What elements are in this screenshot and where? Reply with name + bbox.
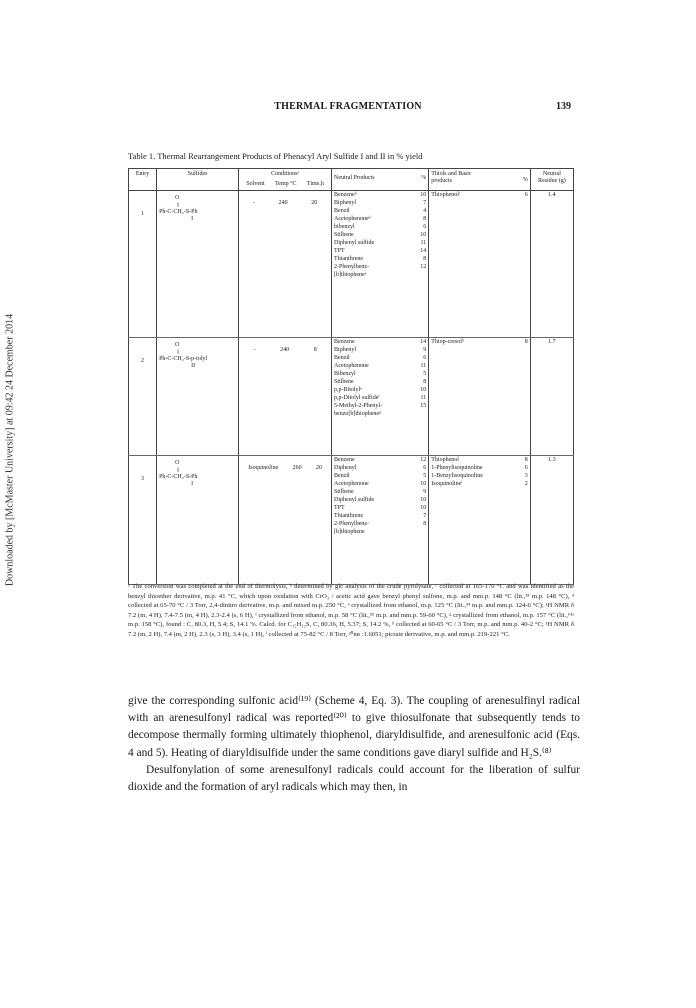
time-value: 8 xyxy=(313,347,317,354)
neutral-products-cell xyxy=(332,191,429,338)
neutral-product-name: 2-Phenylbenz- xyxy=(334,521,370,528)
entry-number xyxy=(129,191,157,338)
table-row xyxy=(129,191,574,338)
thiol-product xyxy=(431,192,528,200)
neutral-product-name: Thianthrene xyxy=(334,256,364,263)
sulfide-structure xyxy=(157,456,239,585)
neutral-product xyxy=(334,465,426,473)
solvent-value: Isoquinoline xyxy=(248,465,279,472)
neutral-product-yield: 11 xyxy=(420,395,427,402)
thiols-cell xyxy=(429,191,531,338)
compound-label: I xyxy=(191,215,194,222)
thiol-product-name: Thiophenol xyxy=(431,457,459,464)
neutral-residue-cell xyxy=(530,191,573,338)
table-footnotes xyxy=(128,582,574,640)
neutral-product xyxy=(334,457,426,465)
neutral-product-name: Benzeneᵇ xyxy=(334,192,357,199)
download-watermark-text: Downloaded by [McMaster University] at 09:42 24 December 2014 xyxy=(4,313,16,587)
entry-number xyxy=(129,338,157,456)
double-bond-mark: ‖ xyxy=(177,349,179,356)
neutral-product xyxy=(334,216,426,224)
neutral-product-name: Benzene xyxy=(334,457,355,464)
neutral-product-name: Stilbene xyxy=(334,489,354,496)
neutral-product-name: Biphenyl xyxy=(334,347,357,354)
table-body xyxy=(129,191,574,585)
neutral-product-yield: 10 xyxy=(420,505,427,512)
header-temp: Temp °C xyxy=(275,181,297,188)
neutral-product-name: Diphenyl sulfide xyxy=(334,497,375,504)
neutral-product-yield: 6 xyxy=(423,224,427,231)
neutral-product-yield: 9 xyxy=(423,489,427,496)
neutral-products-cell xyxy=(332,456,429,585)
neutral-product-name: [b]thiophene xyxy=(334,529,365,536)
body-text xyxy=(128,693,580,796)
neutral-product xyxy=(334,363,426,371)
neutral-product-yield: 8 xyxy=(423,521,427,528)
neutral-product-name: Biphenyl xyxy=(334,200,357,207)
thiols-cell xyxy=(429,338,531,456)
header-neutral-products-label: Neutral Products xyxy=(334,175,375,181)
neutral-product xyxy=(334,192,426,200)
neutral-product-yield: 4 xyxy=(423,208,427,215)
temp-value: 260 xyxy=(292,465,302,472)
header-neutral-residue xyxy=(530,169,573,191)
neutral-product-yield: 10 xyxy=(420,481,427,488)
double-bond-mark: ‖ xyxy=(177,467,179,474)
neutral-product-yield: 11 xyxy=(420,240,427,247)
neutral-product-yield: 10 xyxy=(420,192,427,199)
conditions-subheaders xyxy=(241,181,329,188)
neutral-product-name: Acetophenone xyxy=(334,363,369,370)
neutral-product-name: TPT xyxy=(334,505,345,512)
neutral-product-name: Benzil xyxy=(334,208,350,215)
neutral-residue-value: 1.4 xyxy=(548,192,556,199)
neutral-products-cell xyxy=(332,338,429,456)
neutral-product-yield: 10 xyxy=(420,387,427,394)
neutral-product-name: Benzil xyxy=(334,355,350,362)
neutral-product-name: Stilbene xyxy=(334,379,354,386)
header-thiols xyxy=(429,169,531,191)
table-header-row xyxy=(129,169,574,191)
neutral-product xyxy=(334,200,426,208)
header-conditions xyxy=(239,169,332,191)
neutral-product-yield: 14 xyxy=(420,248,427,255)
sulfide-formula: Ph-C-CH₂-S-Ph xyxy=(159,208,198,215)
sulfide-structure xyxy=(157,338,239,456)
carbonyl-oxygen: O xyxy=(175,342,180,349)
neutral-product xyxy=(334,224,426,232)
neutral-residue-cell xyxy=(530,338,573,456)
neutral-product xyxy=(334,521,426,529)
neutral-product-name: benzo[b]thiopheneᵍ xyxy=(334,411,381,418)
header-conditions-label: Conditionsᵃ xyxy=(271,171,300,177)
time-value: 20 xyxy=(311,200,318,207)
neutral-product-yield: 9 xyxy=(423,347,427,354)
header-neutral-products xyxy=(332,169,429,191)
thiol-product-name: Thiophenolᶜ xyxy=(431,192,461,199)
neutral-product-name: Diphenyl xyxy=(334,465,357,472)
neutral-product xyxy=(334,355,426,363)
neutral-product xyxy=(334,473,426,481)
neutral-product xyxy=(334,481,426,489)
neutral-product-name: Acetophenone xyxy=(334,481,369,488)
neutral-product-yield: 14 xyxy=(420,339,427,346)
neutral-product xyxy=(334,208,426,216)
conditions-cell xyxy=(239,338,332,456)
neutral-product-name: Thianthrene xyxy=(334,513,364,520)
solvent-value: - xyxy=(252,200,255,207)
thiol-product-yield: 8 xyxy=(524,457,528,464)
thiol-product xyxy=(431,465,528,473)
header-neutral-pct: % xyxy=(421,175,427,181)
table-row xyxy=(129,338,574,456)
compound-label: II xyxy=(191,362,196,369)
header-neutral-residue-label: Neutral Residue (g) xyxy=(537,171,566,185)
compound-label: I xyxy=(191,480,194,487)
neutral-product-yield: 8 xyxy=(423,379,427,386)
neutral-product-yield: 6 xyxy=(423,355,427,362)
thiol-product-name: 1-Phenylisoquinoline xyxy=(431,465,483,472)
neutral-product xyxy=(334,371,426,379)
download-watermark xyxy=(2,170,18,730)
thiol-product-yield: 3 xyxy=(524,473,528,480)
sulfide-structure xyxy=(157,191,239,338)
neutral-product xyxy=(334,240,426,248)
header-sulfides-label: Sulfides xyxy=(187,171,208,177)
header-thiols-pct: % xyxy=(522,177,528,183)
thiol-product-yield: 6 xyxy=(524,192,528,199)
table-row xyxy=(129,456,574,585)
neutral-product-yield: 10 xyxy=(420,232,427,239)
neutral-product-name: 2-Phenylbenz- xyxy=(334,264,370,271)
neutral-product xyxy=(334,403,426,411)
thiol-product xyxy=(431,339,528,347)
neutral-product-name: Stilbene xyxy=(334,232,354,239)
neutral-product-name: TPT xyxy=(334,248,345,255)
header-thiols-label: Thiols and Basic products xyxy=(431,171,472,185)
neutral-residue-value: 1.3 xyxy=(548,457,556,464)
sulfide-formula: Ph-C-CH₂-S-Ph xyxy=(159,473,198,480)
thiol-product xyxy=(431,481,528,489)
neutral-product xyxy=(334,379,426,387)
neutral-product-name: bibenzyl xyxy=(334,224,355,231)
neutral-product xyxy=(334,529,426,537)
thiol-product xyxy=(431,457,528,465)
neutral-product-yield: 8 xyxy=(423,216,427,223)
neutral-product-yield: 11 xyxy=(420,363,427,370)
neutral-product xyxy=(334,248,426,256)
neutral-product-yield: 12 xyxy=(420,457,427,464)
neutral-product xyxy=(334,497,426,505)
neutral-product xyxy=(334,505,426,513)
neutral-product xyxy=(334,513,426,521)
entry-number-text: 2 xyxy=(141,358,145,365)
temp-value: 240 xyxy=(278,200,288,207)
neutral-product-yield: 15 xyxy=(420,403,427,410)
neutral-product xyxy=(334,272,426,280)
neutral-residue-cell xyxy=(530,456,573,585)
footnotes-text: ᵃ The conversion was completed at the end of thermolysis, ᵇ determined by glc analysis of the crude pyrolysate, ᶜ collected at 165-170 °C and was identified as the benzyl thioether derivative, m.p. 41 °C, which upon oxidation with CrO₃ / acetic acid gave benzyl phenyl sulfone, m.p. and mm.p. 148 °C (lit.,³³ m.p. 148 °C), ᵈ collected at 65-70 °C / 3 Torr, 2,4-dinitro derivative, m.p. and mixed m.p. 250 °C, ᵉ crystallized from ethanol, m.p. 125 °C (lit.,³⁴ m.p. and mm.p. 124-6 °C); ¹H NMR δ 7.2 (m, 4 H), 7.4-7.5 (m, 4 H), 2.3-2.4 (s, 6 H), ᶠ crystallized from ethanol, m.p. 58 °C (lit.,³⁵ m.p. and mm.p. 59-60 °C), ᵍ crystallized from ethanol, m.p. 157 °C (lit.,¹⁴ᵃ m.p. 158 °C), found : C, 80.3, H, 5.4; S, 14.1 %. Calcd. for C₁₅H₁₂S, C, 80.36, H, 5.37; S, 14.2 %, ʰ collected at 60-65 °C / 3 Torr, m.p. and mm.p. 40-2 °C; ¹H NMR δ 7.2 (m, 2 H), 7.4 (m, 2 H), 2.3 (s, 3 H), 3.4 (s, 1 H), ⁱ collected at 75-82 °C / 8 Torr, ²⁰nᴅ :1.6051; picrate derivative, m.p. and mm.p. 219-221 °C. xyxy=(128,583,574,638)
neutral-product-name: Bibenzyl xyxy=(334,371,356,378)
page-number: 139 xyxy=(556,101,571,112)
header-solvent: Solvent xyxy=(246,181,265,188)
temp-value: 240 xyxy=(280,347,290,354)
neutral-product-yield: 5 xyxy=(423,473,427,480)
neutral-product-yield: 8 xyxy=(423,256,427,263)
carbonyl-oxygen: O xyxy=(175,460,180,467)
header-entry-label: Entry xyxy=(135,171,150,177)
thiol-product-name: Isoquinolineⁱ xyxy=(431,481,463,488)
entry-number-text: 1 xyxy=(141,211,145,218)
neutral-product-name: 5-Methyl-2-Phenyl- xyxy=(334,403,383,410)
double-bond-mark: ‖ xyxy=(177,202,179,209)
sulfide-formula: Ph-C-CH₂-S-p-tolyl xyxy=(159,355,208,362)
header-time: Time,h xyxy=(306,181,324,188)
body-paragraph-2: Desulfonylation of some arenesulfonyl radicals could account for the liberation of sulfur dioxide and the formation of aryl radicals which may then, in xyxy=(128,763,580,794)
neutral-product xyxy=(334,395,426,403)
thiol-product-yield: 8 xyxy=(524,339,528,346)
neutral-product-name: [b]thiopheneᵉ xyxy=(334,272,367,279)
neutral-product-yield: 7 xyxy=(423,200,427,207)
products-table xyxy=(128,168,574,585)
neutral-product-yield: 12 xyxy=(420,264,427,271)
entry-number-text: 3 xyxy=(141,476,145,483)
conditions-cell xyxy=(239,456,332,585)
running-title: THERMAL FRAGMENTATION xyxy=(274,101,422,112)
neutral-product xyxy=(334,339,426,347)
neutral-product-name: Benzil xyxy=(334,473,350,480)
entry-number xyxy=(129,456,157,585)
neutral-product-yield: 6 xyxy=(423,465,427,472)
neutral-product xyxy=(334,264,426,272)
conditions-cell xyxy=(239,191,332,338)
neutral-product-name: Acetophenoneᵈ xyxy=(334,216,371,223)
neutral-product-yield: 7 xyxy=(423,513,427,520)
thiol-product-name: 1-Benzylisoquinoline xyxy=(431,473,483,480)
table-caption: Table 1. Thermal Rearrangement Products of Phenacyl Aryl Sulfide I and II in % yield xyxy=(128,151,423,161)
thiols-cell xyxy=(429,456,531,585)
thiol-product-name: Thiop-cresolʰ xyxy=(431,339,464,346)
neutral-product-name: p,p-Bitolylᵉ xyxy=(334,387,362,394)
neutral-product xyxy=(334,256,426,264)
neutral-product-yield: 5 xyxy=(423,371,427,378)
neutral-product-name: Benzene xyxy=(334,339,355,346)
solvent-value: - xyxy=(253,347,256,354)
thiol-product-yield: 2 xyxy=(524,481,528,488)
time-value: 20 xyxy=(315,465,322,472)
body-paragraph-1: give the corresponding sulfonic acid⁽¹⁹⁾ (Scheme 4, Eq. 3). The coupling of arenesulfinyl radical with an arenesulfonyl radical was reported⁽²⁰⁾ to give thiosulfonate that subsequently tends to decompose thermally forming ultimately thiophenol, diaryldisulfide, and arenesulfonic acid (Eqs. 4 and 5). Heating of diaryldisulfide under the same conditions gave diaryl sulfide and H₂S.⁽⁸⁾ xyxy=(128,695,580,759)
header-entry xyxy=(129,169,157,191)
carbonyl-oxygen: O xyxy=(175,195,180,202)
neutral-product-name: Diphenyl sulfide xyxy=(334,240,375,247)
neutral-product-yield: 10 xyxy=(420,497,427,504)
neutral-product-name: p,p-Ditolyl sulfideᶠ xyxy=(334,395,380,402)
neutral-product xyxy=(334,411,426,419)
neutral-residue-value: 1.7 xyxy=(548,339,556,346)
neutral-product xyxy=(334,347,426,355)
thiol-product-yield: 6 xyxy=(524,465,528,472)
header-sulfides xyxy=(157,169,239,191)
